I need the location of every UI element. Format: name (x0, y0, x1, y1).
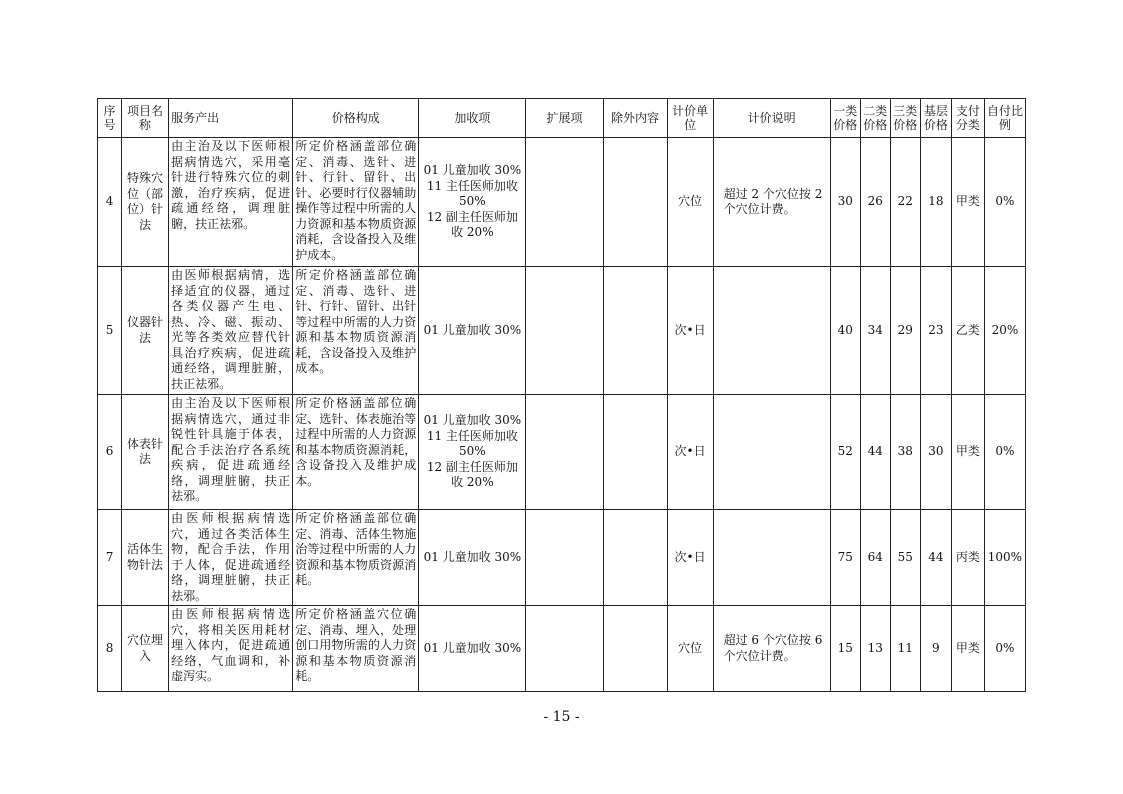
surcharge-line: 01 儿童加收 30% (423, 322, 522, 337)
payment-category: 丙类 (951, 510, 984, 606)
surcharge-items (419, 138, 526, 267)
price-basic: 30 (920, 395, 951, 510)
surcharge-line: 12 副主任医师加收 20% (426, 209, 518, 240)
exclusion-content (603, 606, 667, 692)
item-name: 体表针法 (122, 395, 169, 510)
pricing-unit: 次•日 (667, 267, 713, 395)
column-header: 扩展项 (526, 99, 603, 138)
row-number: 4 (98, 138, 122, 267)
surcharge-line: 11 主任医师加收 50% (426, 428, 518, 459)
extension-item (526, 395, 603, 510)
surcharge-items (419, 606, 526, 692)
service-output: 由医师根据病情选穴，将相关医用耗材埋入体内，促进疏通经络，气血调和，补虚泻实。 (169, 606, 293, 692)
surcharge-items (419, 267, 526, 395)
price-class-2: 34 (860, 267, 890, 395)
price-class-2: 13 (860, 606, 890, 692)
self-pay-ratio: 20% (984, 267, 1025, 395)
extension-item (526, 510, 603, 606)
table-row (98, 267, 1026, 395)
surcharge-items (419, 510, 526, 606)
column-header: 价格构成 (293, 99, 419, 138)
exclusion-content (603, 267, 667, 395)
pricing-note: 超过 2 个穴位按 2 个穴位计费。 (713, 138, 830, 267)
item-name: 穴位埋入 (122, 606, 169, 692)
service-output: 由主治及以下医师根据病情选穴，采用毫针进行特殊穴位的刺激，治疗疾病，促进疏通经络，调理脏腑，扶正祛邪。 (169, 138, 293, 267)
price-basic: 18 (920, 138, 951, 267)
column-header: 二类价格 (860, 99, 890, 138)
price-basic: 44 (920, 510, 951, 606)
table-header (98, 99, 1026, 138)
row-number: 6 (98, 395, 122, 510)
service-output: 由医师根据病情，选择适宜的仪器，通过各类仪器产生电、热、冷、磁、振动、光等各类效应替代针具治疗疾病，促进疏通经络，调理脏腑，扶正祛邪。 (169, 267, 293, 395)
column-header: 项目名称 (122, 99, 169, 138)
price-composition: 所定价格涵盖部位确定、消毒、选针、进针、行针、留针、出针、必要时行仪器辅助操作等过程中所需的人力资源和基本物质资源消耗，含设备投入及维护成本。 (293, 138, 419, 267)
payment-category: 甲类 (951, 395, 984, 510)
price-composition: 所定价格涵盖部位确定、选针、体表施治等过程中所需的人力资源和基本物质资源消耗，含设备投入及维护成本。 (293, 395, 419, 510)
exclusion-content (603, 395, 667, 510)
column-header: 服务产出 (169, 99, 293, 138)
surcharge-line: 11 主任医师加收 50% (426, 178, 518, 209)
pricing-unit: 次•日 (667, 395, 713, 510)
extension-item (526, 606, 603, 692)
extension-item (526, 267, 603, 395)
price-class-1: 30 (830, 138, 860, 267)
column-header: 计价单位 (667, 99, 713, 138)
row-number: 8 (98, 606, 122, 692)
row-number: 7 (98, 510, 122, 606)
page-number: - 15 - (543, 709, 580, 725)
pricing-note (713, 510, 830, 606)
price-table (97, 98, 1026, 692)
price-class-2: 26 (860, 138, 890, 267)
price-class-1: 75 (830, 510, 860, 606)
price-composition: 所定价格涵盖穴位确定、消毒、埋入，处理创口用物所需的人力资源和基本物质资源消耗。 (293, 606, 419, 692)
price-class-3: 22 (890, 138, 920, 267)
payment-category: 甲类 (951, 606, 984, 692)
self-pay-ratio: 100% (984, 510, 1025, 606)
price-class-2: 44 (860, 395, 890, 510)
column-header: 支付分类 (951, 99, 984, 138)
self-pay-ratio: 0% (984, 395, 1025, 510)
surcharge-items (419, 395, 526, 510)
column-header: 三类价格 (890, 99, 920, 138)
price-composition: 所定价格涵盖部位确定、消毒、活体生物施治等过程中所需的人力资源和基本物质资源消耗。 (293, 510, 419, 606)
self-pay-ratio: 0% (984, 138, 1025, 267)
price-class-1: 52 (830, 395, 860, 510)
service-output: 由医师根据病情选穴，通过各类活体生物，配合手法，作用于人体，促进疏通经络，调理脏腑，扶正祛邪。 (169, 510, 293, 606)
surcharge-line: 12 副主任医师加收 20% (426, 459, 518, 490)
pricing-note: 超过 6 个穴位按 6 个穴位计费。 (713, 606, 830, 692)
pricing-unit: 穴位 (667, 138, 713, 267)
self-pay-ratio: 0% (984, 606, 1025, 692)
service-output: 由主治及以下医师根据病情选穴，通过非锐性针具施于体表，配合手法治疗各系统疾病，促进疏通经络，调理脏腑，扶正祛邪。 (169, 395, 293, 510)
price-class-1: 15 (830, 606, 860, 692)
extension-item (526, 138, 603, 267)
price-composition: 所定价格涵盖部位确定、消毒、选针、进针、行针、留针、出针等过程中所需的人力资源和基本物质资源消耗，含设备投入及维护成本。 (293, 267, 419, 395)
table-row (98, 138, 1026, 267)
column-header: 自付比例 (984, 99, 1025, 138)
exclusion-content (603, 510, 667, 606)
table-body (98, 138, 1026, 692)
price-basic: 23 (920, 267, 951, 395)
row-number: 5 (98, 267, 122, 395)
price-class-3: 55 (890, 510, 920, 606)
item-name: 活体生物针法 (122, 510, 169, 606)
price-class-1: 40 (830, 267, 860, 395)
table-row (98, 395, 1026, 510)
surcharge-line: 01 儿童加收 30% (423, 163, 522, 178)
payment-category: 乙类 (951, 267, 984, 395)
price-class-3: 29 (890, 267, 920, 395)
pricing-unit: 穴位 (667, 606, 713, 692)
surcharge-line: 01 儿童加收 30% (423, 413, 522, 428)
price-table-container (97, 98, 1026, 692)
pricing-note (713, 267, 830, 395)
column-header: 一类价格 (830, 99, 860, 138)
table-row (98, 606, 1026, 692)
column-header: 序号 (98, 99, 122, 138)
exclusion-content (603, 138, 667, 267)
price-class-2: 64 (860, 510, 890, 606)
column-header: 计价说明 (713, 99, 830, 138)
pricing-note (713, 395, 830, 510)
price-class-3: 11 (890, 606, 920, 692)
surcharge-line: 01 儿童加收 30% (423, 549, 522, 564)
column-header: 除外内容 (603, 99, 667, 138)
column-header: 加收项 (419, 99, 526, 138)
price-basic: 9 (920, 606, 951, 692)
price-class-3: 38 (890, 395, 920, 510)
item-name: 特殊穴位（部位）针法 (122, 138, 169, 267)
payment-category: 甲类 (951, 138, 984, 267)
column-header: 基层价格 (920, 99, 951, 138)
pricing-unit: 次•日 (667, 510, 713, 606)
surcharge-line: 01 儿童加收 30% (423, 640, 522, 655)
table-row (98, 510, 1026, 606)
item-name: 仪器针法 (122, 267, 169, 395)
